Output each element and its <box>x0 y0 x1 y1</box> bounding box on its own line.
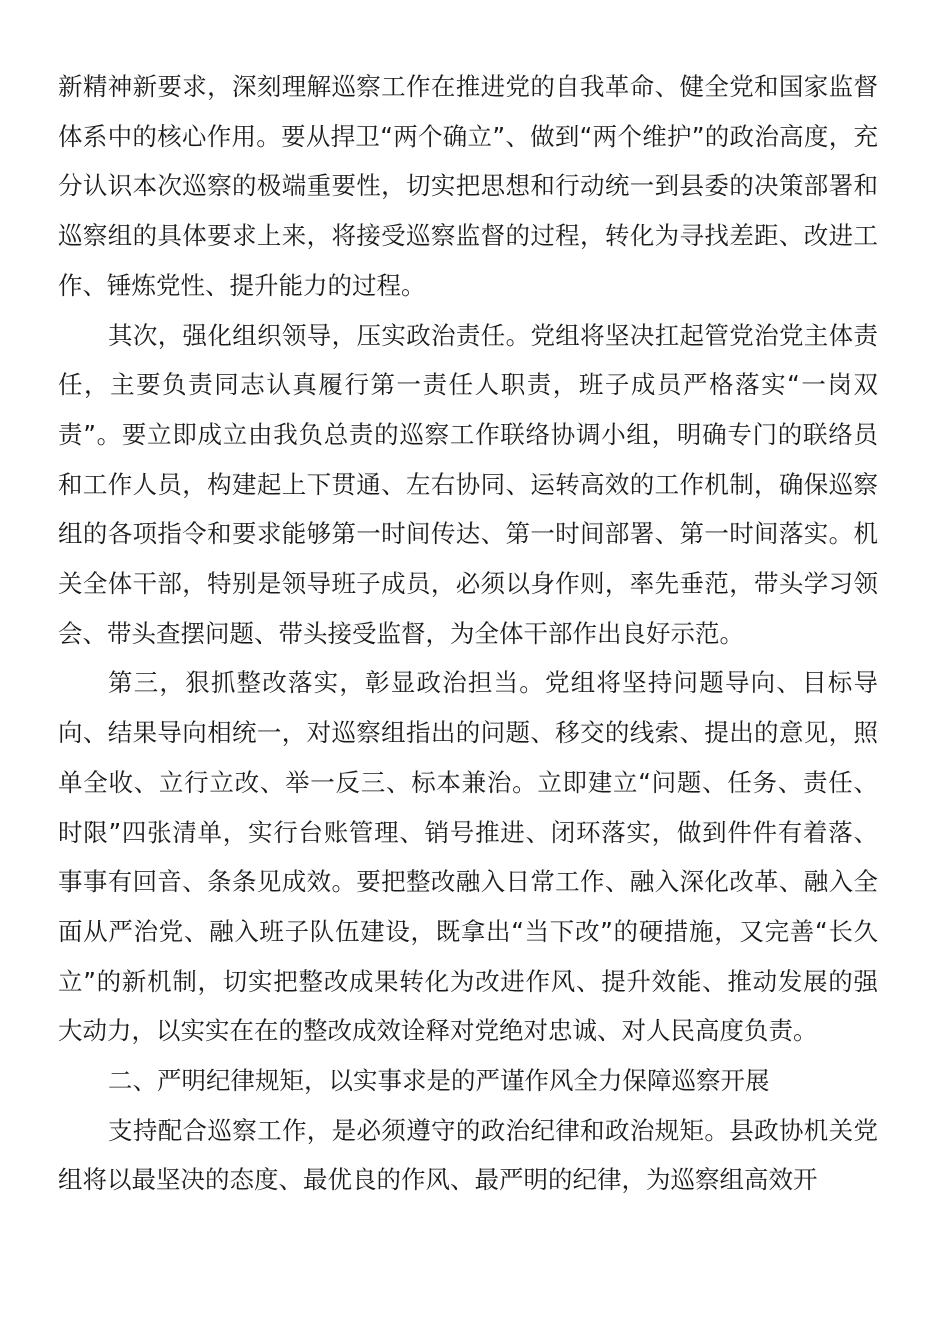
document-page <box>58 62 878 1205</box>
section-heading-discipline: 二、严明纪律规矩，以实事求是的严谨作风全力保障巡察开展 <box>108 1066 770 1096</box>
paragraph-rectification: 第三，狠抓整改落实，彰显政治担当。党组将坚持问题导向、目标导向、结果导向相统一，对巡察组指出的问题、移交的线索、提出的意见，照单全收、立行立改、举一反三、标本兼治。立即建立“问题、任务、责任、时限”四张清单，实行台账管理、销号推进、闭环落实，做到件件有着落、事事有回音、条条见成效。要把整改融入日常工作、融入深化改革、融入全面从严治党、融入班子队伍建设，既拿出“当下改”的硬措施，又完善“长久立”的新机制，切实把整改成果转化为改进作风、提升效能、推动发展的强大动力，以实实在在的整改成效诠释对党绝对忠诚、对人民高度负责。 <box>58 668 878 1046</box>
paragraph-support-inspection: 支持配合巡察工作，是必须遵守的政治纪律和政治规矩。县政协机关党组将以最坚决的态度、最优良的作风、最严明的纪律，为巡察组高效开 <box>58 1115 878 1195</box>
paragraph-continuation: 新精神新要求，深刻理解巡察工作在推进党的自我革命、健全党和国家监督体系中的核心作用。要从捍卫“两个确立”、做到“两个维护”的政治高度，充分认识本次巡察的极端重要性，切实把思想和行动统一到县委的决策部署和巡察组的具体要求上来，将接受巡察监督的过程，转化为寻找差距、改进工作、锤炼党性、提升能力的过程。 <box>58 72 878 300</box>
paragraph-organization-leadership: 其次，强化组织领导，压实政治责任。党组将坚决扛起管党治党主体责任，主要负责同志认真履行第一责任人职责，班子成员严格落实“一岗双责”。要立即成立由我负总责的巡察工作联络协调小组，明确专门的联络员和工作人员，构建起上下贯通、左右协同、运转高效的工作机制，确保巡察组的各项指令和要求能够第一时间传达、第一时间部署、第一时间落实。机关全体干部，特别是领导班子成员，必须以身作则，率先垂范，带头学习领会、带头查摆问题、带头接受监督，为全体干部作出良好示范。 <box>58 320 878 648</box>
